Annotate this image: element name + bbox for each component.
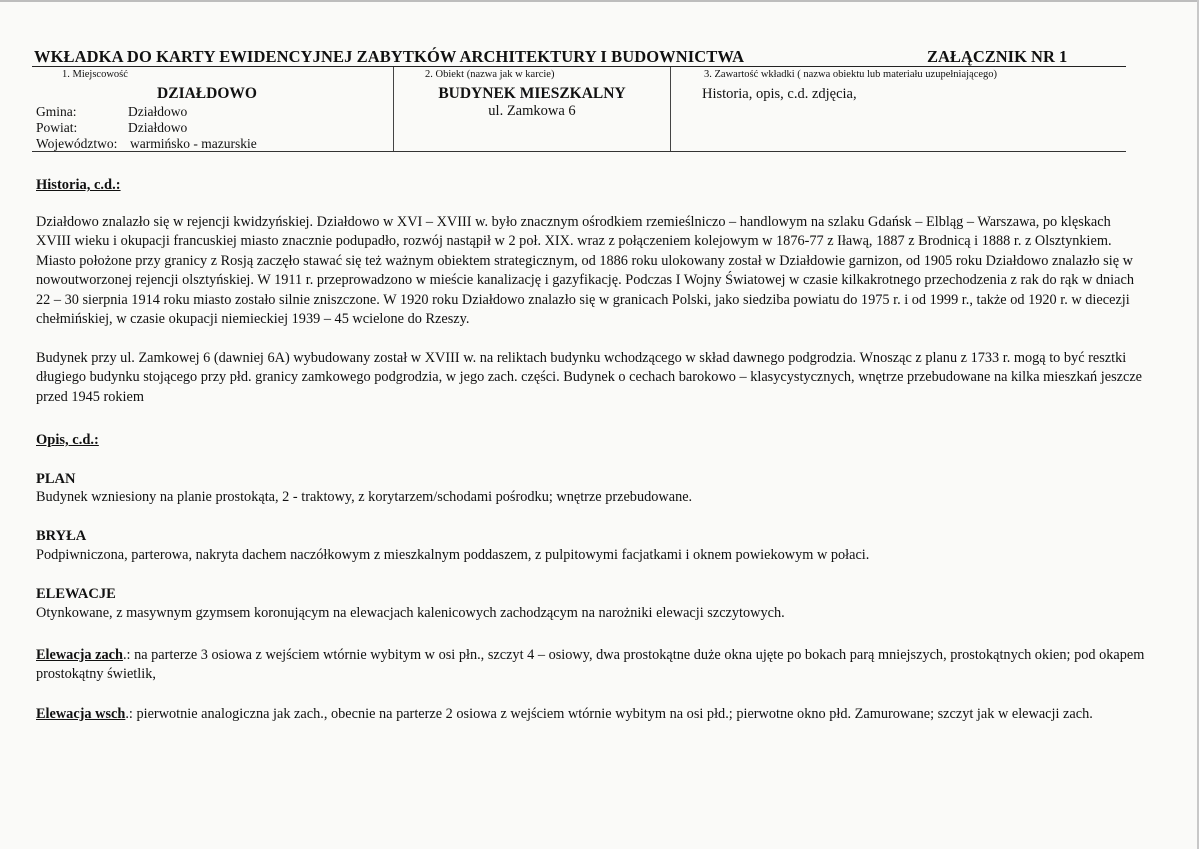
voivodeship-value: warmińsko - mazurskie xyxy=(130,136,257,151)
bryla-text: Podpiwniczona, parterowa, nakryta dachem naczółkowym z mieszkalnym poddaszem, z pulpitowymi facjatkami i oknem powiekowym w połaci. xyxy=(36,547,870,563)
object-address: ul. Zamkowa 6 xyxy=(488,103,576,119)
history-text: Działdowo znalazło się w rejencji kwidzyńskiej. Działdowo w XVI – XVIII w. było znacznym ośrodkiem rzemieślniczo – handlowym na szlaku Gdańsk – Elbląg – Warszawa, po klęskach XVIII wieku i okupacji francuskiej miasto znacznie podupadło, rozwój nastąpił w 2 poł. XIX. wraz z połączeniem kolejowym w 1876-77 z Iławą, 1887 z Brodnicą i 1888 r. z Olsztynkiem. Miasto położone przy granicy z Rosją zaczęło stawać się też ważnym obiektem strategicznym, od 1886 roku ulokowany został w Działdowie garnizon, od 1905 roku Działdowo znalazło się w nowoutworzonej rejencji olsztyńskiej. W 1911 r. przeprowadzono w mieście kanalizację i gazyfikację. Podczas I Wojny Światowej w czasie kilkakrotnego przechodzenia z rak do rąk w dniach 22 – 30 sierpnia 1914 roku miasto zostało silnie zniszczone. W 1920 roku Działdowo znalazło się w granicach Polski, jako siedziba powiatu do 1975 r. i od 1999 r., także od 1920 r. w diecezji chełmińskiej, w czasie okupacji niemieckiej 1939 – 45 wcielone do Rzeszy. xyxy=(36,214,1134,328)
history-heading: Historia, c.d.: xyxy=(36,177,121,193)
powiat-label: Powiat: xyxy=(36,120,78,135)
content-caption: 3. Zawartość wkładki ( nazwa obiektu lub materiału uzupełniającego) xyxy=(704,69,998,80)
object-caption: 2. Obiekt (nazwa jak w karcie) xyxy=(425,69,555,80)
bryla-title: BRYŁA xyxy=(36,528,87,544)
voivodeship-label: Województwo: xyxy=(36,136,118,151)
west-elevation-text: .: na parterze 3 osiowa z wejściem wtórnie wybitym w osi płn., szczyt 4 – osiowy, dwa prostokątne duże okna ujęte po bokach parą mniejszych, prostokątnych okien; pod okapem prostokątny świetlik, xyxy=(36,647,1145,683)
description-heading: Opis, c.d.: xyxy=(36,432,99,448)
object-value: BUDYNEK MIESZKALNY xyxy=(438,85,626,102)
plan-title: PLAN xyxy=(36,471,76,487)
west-elevation-paragraph xyxy=(36,646,1146,685)
annex-number: ZAŁĄCZNIK NR 1 xyxy=(927,47,1068,66)
east-elevation-paragraph xyxy=(36,705,1146,724)
gmina-label: Gmina: xyxy=(36,104,77,119)
east-elevation-label: Elewacja wsch xyxy=(36,706,126,722)
locality-caption: 1. Miejscowość xyxy=(62,69,128,80)
scan-edge-top xyxy=(0,0,1199,2)
elewacje-text: Otynkowane, z masywnym gzymsem koronującym na elewacjach kalenicowych zachodzącym na narożniki elewacji szczytowych. xyxy=(36,605,785,621)
column-divider-2 xyxy=(670,67,671,151)
west-elevation-label: Elewacja zach xyxy=(36,647,123,663)
powiat-value: Działdowo xyxy=(128,120,188,135)
building-history-text: Budynek przy ul. Zamkowej 6 (dawniej 6A) wybudowany został w XVIII w. na reliktach budynku wchodzącego w skład dawnego podgrodzia. Wnosząc z planu z 1733 r. mogą to być resztki długiego budynku stojącego przy płd. granicy zamkowego podgrodzia, w jego zach. części. Budynek o cechach barokowo – klasycystycznych, wnętrze przebudowane na kilka mieszkań jeszcze przed 1945 rokiem xyxy=(36,350,1143,405)
document-title: WKŁADKA DO KARTY EWIDENCYJNEJ ZABYTKÓW ARCHITEKTURY I BUDOWNICTWA xyxy=(34,47,745,66)
content-value: Historia, opis, c.d. zdjęcia, xyxy=(702,86,857,102)
locality-value: DZIAŁDOWO xyxy=(157,85,257,102)
east-elevation-text: .: pierwotnie analogiczna jak zach., obecnie na parterze 2 osiowa z wejściem wtórnie wybitym na osi płd.; pierwotne okno płd. Zamurowane; szczyt jak w elewacji zach. xyxy=(125,706,1093,722)
plan-text: Budynek wzniesiony na planie prostokąta, 2 - traktowy, z korytarzem/schodami pośrodku; wnętrze przebudowane. xyxy=(36,489,693,505)
header-rule xyxy=(32,66,1126,67)
gmina-value: Działdowo xyxy=(128,104,188,119)
elewacje-title: ELEWACJE xyxy=(36,586,116,602)
